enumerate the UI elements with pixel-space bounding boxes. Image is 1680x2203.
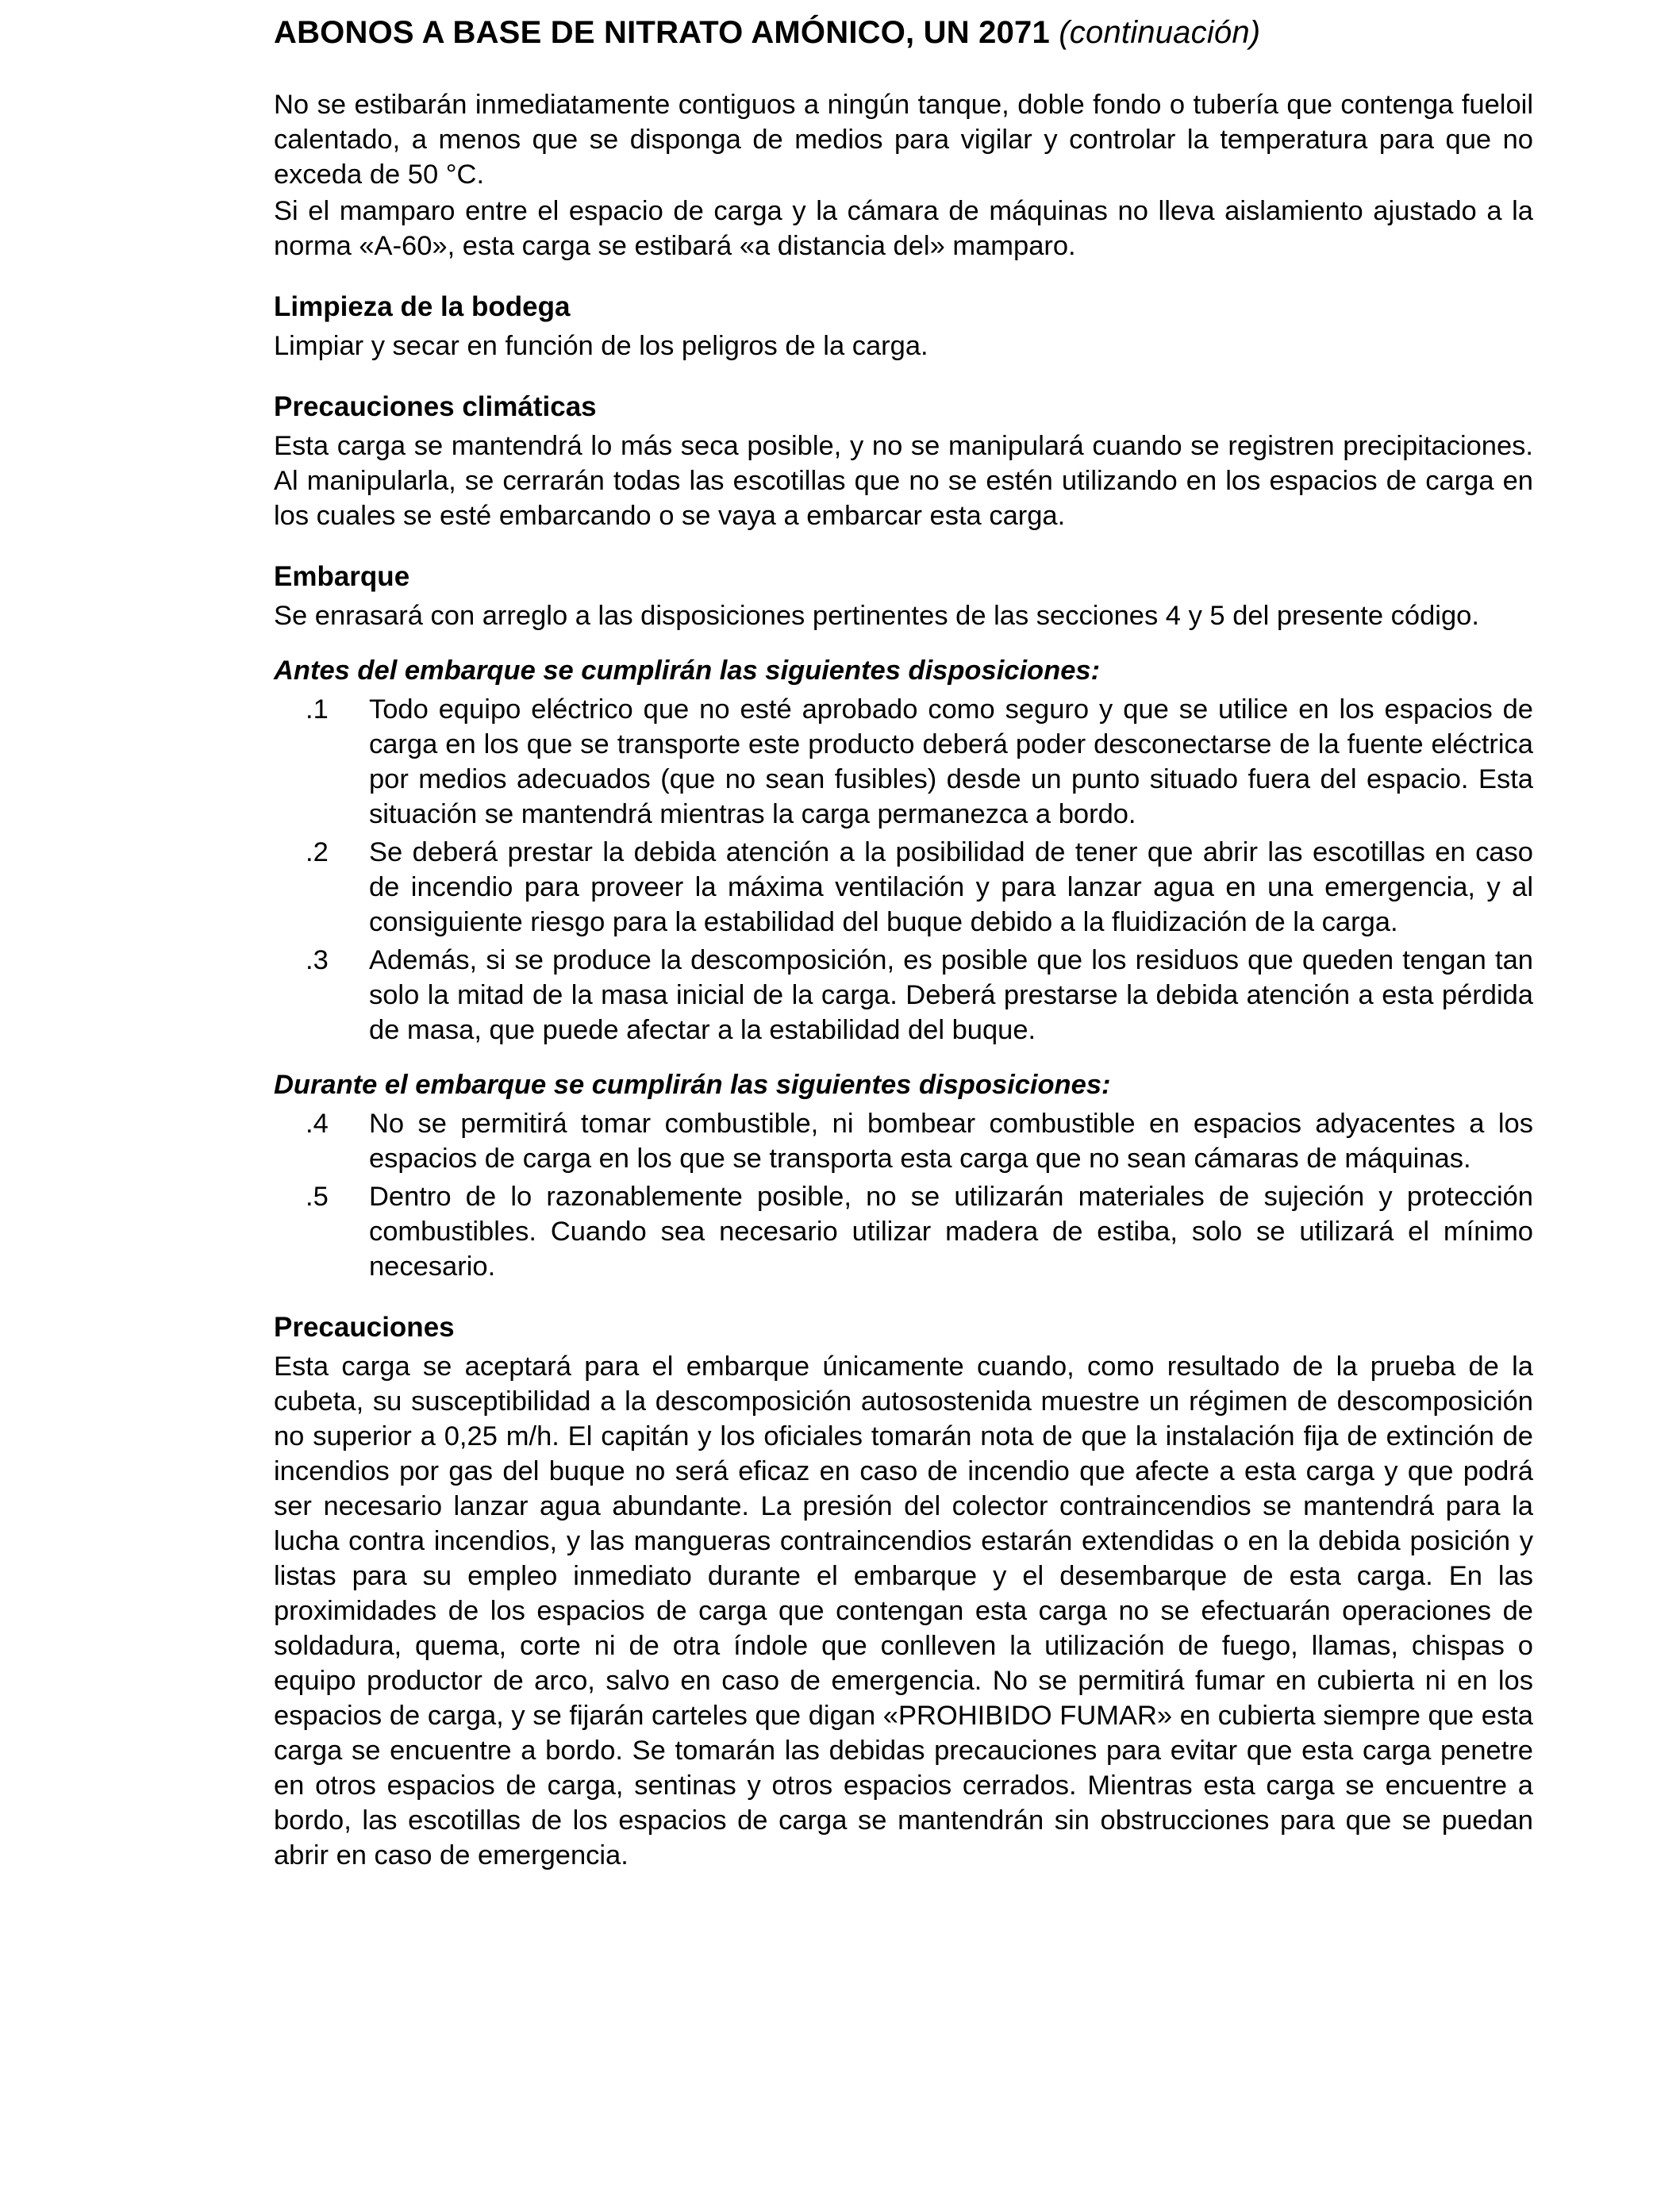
section-heading-precauciones: Precauciones (274, 1312, 455, 1343)
list-item (274, 692, 1533, 832)
list-item (274, 943, 1533, 1048)
section-paragraph-limpieza: Limpiar y secar en función de los peligros de la carga. (274, 331, 928, 361)
page-title-continuation: (continuación) (1059, 15, 1261, 50)
list-antes-embarque (274, 692, 1533, 1048)
list-item-marker: .4 (306, 1109, 329, 1139)
page-title (274, 14, 1533, 51)
intro-paragraph-2: Si el mamparo entre el espacio de carga y la cámara de máquinas no lleva aislamiento ajustado a la norma «A-60», esta carga se estibará «a distancia del» mamparo. (274, 196, 1533, 261)
list-item-marker: .2 (306, 837, 329, 867)
list-item-text: No se permitirá tomar combustible, ni bombear combustible en espacios adyacentes a los espacios de carga en los que se transporta esta carga que no sean cámaras de máquinas. (369, 1109, 1533, 1174)
list-item-marker: .1 (306, 694, 329, 725)
subsection-heading-durante-embarque: Durante el embarque se cumplirán las siguientes disposiciones: (274, 1070, 1111, 1100)
list-item-text: Además, si se produce la descomposición, es posible que los residuos que queden tengan tan solo la mitad de la masa inicial de la carga. Deberá prestarse la debida atención a esta pérdida de masa, que puede afectar a la estabilidad del buque. (369, 945, 1533, 1045)
page-title-main: ABONOS A BASE DE NITRATO AMÓNICO, UN 2071 (274, 15, 1050, 50)
section-heading-limpieza: Limpieza de la bodega (274, 291, 571, 322)
list-item-text: Todo equipo eléctrico que no esté aprobado como seguro y que se utilice en los espacios de carga en los que se transporte este producto deberá poder desconectarse de la fuente eléctrica por medios adecuados (que no sean fusibles) desde un punto situado fuera del espacio. Esta situación se mantendrá mientras la carga permanezca a bordo. (369, 694, 1533, 829)
section-heading-precauciones-climaticas: Precauciones climáticas (274, 391, 597, 422)
list-item (274, 1106, 1533, 1176)
section-paragraph-precauciones-climaticas: Esta carga se mantendrá lo más seca posible, y no se manipulará cuando se registren precipitaciones. Al manipularla, se cerrarán todas las escotillas que no se estén utilizando en los espacios de carga en los cuales se esté embarcando o se vaya a embarcar esta carga. (274, 431, 1533, 531)
list-item-marker: .3 (306, 945, 329, 975)
section-heading-embarque: Embarque (274, 561, 410, 592)
section-paragraph-embarque: Se enrasará con arreglo a las disposiciones pertinentes de las secciones 4 y 5 del presente código. (274, 601, 1479, 631)
subsection-heading-antes-embarque: Antes del embarque se cumplirán las siguientes disposiciones: (274, 656, 1101, 686)
list-durante-embarque (274, 1106, 1533, 1284)
list-item-text: Dentro de lo razonablemente posible, no se utilizarán materiales de sujeción y protección combustibles. Cuando sea necesario utilizar madera de estiba, solo se utilizará el mínimo necesario. (369, 1182, 1533, 1282)
list-item-marker: .5 (306, 1182, 329, 1212)
intro-paragraph-1: No se estibarán inmediatamente contiguos a ningún tanque, doble fondo o tubería que contenga fueloil calentado, a menos que se disponga de medios para vigilar y controlar la temperatura para que no exceda de 50 °C. (274, 90, 1533, 190)
section-paragraph-precauciones: Esta carga se aceptará para el embarque únicamente cuando, como resultado de la prueba de la cubeta, su susceptibilidad a la descomposición autosostenida muestre un régimen de descomposición no superior a 0,25 m/h. El capitán y los oficiales tomarán nota de que la instalación fija de extinción de incendios por gas del buque no será eficaz en caso de incendio que afecte a esta carga y que podrá ser necesario lanzar agua abundante. La presión del colector contraincendios se mantendrá para la lucha contra incendios, y las mangueras contraincendios estarán extendidas o en la debida posición y listas para su empleo inmediato durante el embarque y el desembarque de esta carga. En las proximidades de los espacios de carga que contengan esta carga no se efectuarán operaciones de soldadura, quema, corte ni de otra índole que conlleven la utilización de fuego, llamas, chispas o equipo productor de arco, salvo en caso de emergencia. No se permitirá fumar en cubierta ni en los espacios de carga, y se fijarán carteles que digan «PROHIBIDO FUMAR» en cubierta siempre que esta carga se encuentre a bordo. Se tomarán las debidas precauciones para evitar que esta carga penetre en otros espacios de carga, sentinas y otros espacios cerrados. Mientras esta carga se encuentre a bordo, las escotillas de los espacios de carga se mantendrán sin obstrucciones para que se puedan abrir en caso de emergencia. (274, 1351, 1533, 1870)
list-item (274, 1179, 1533, 1284)
list-item (274, 835, 1533, 940)
list-item-text: Se deberá prestar la debida atención a la posibilidad de tener que abrir las escotillas en caso de incendio para proveer la máxima ventilación y para lanzar agua en una emergencia, y al consiguiente riesgo para la estabilidad del buque debido a la fluidización de la carga. (369, 837, 1533, 937)
